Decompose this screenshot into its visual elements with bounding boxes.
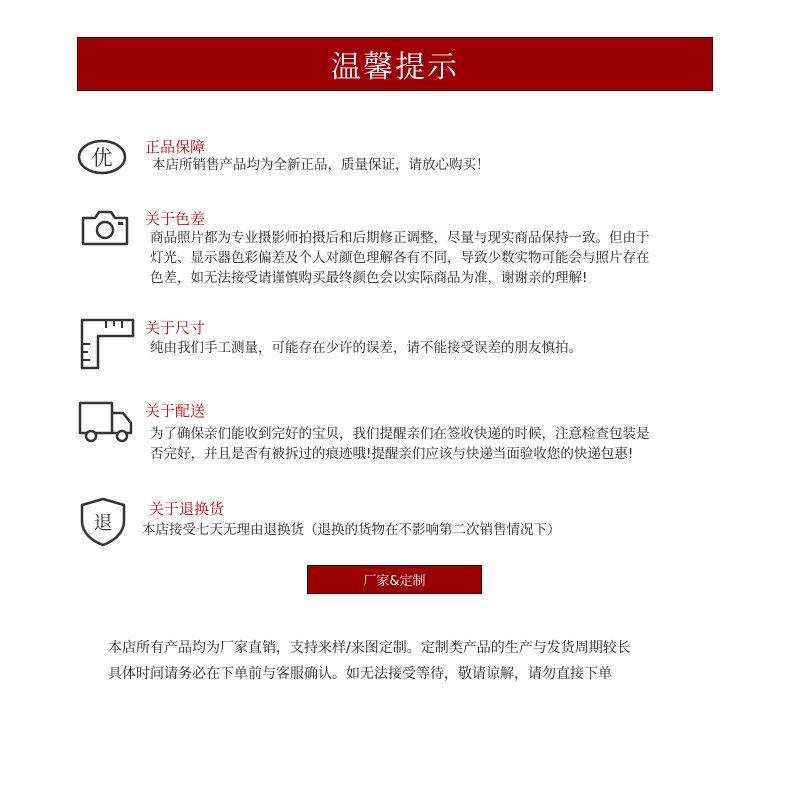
section-title: 正品保障 [145, 138, 206, 156]
svg-text:退: 退 [93, 512, 113, 534]
section-title: 关于配送 [145, 402, 206, 420]
header-banner [77, 37, 713, 91]
section-text: 为了确保亲们能收到完好的宝贝，我们提醒亲们在签收快递的时候，注意检查包装是 否完好，并且是否有被拆过的痕迹哦!提醒亲们应该与快递当面验收您的快递包惠! [150, 426, 650, 462]
section-title: 关于色差 [145, 210, 206, 228]
return-shield-icon [78, 497, 128, 547]
section-title: 关于退换货 [149, 500, 225, 518]
ruler-icon [80, 318, 136, 370]
truck-icon [78, 400, 134, 444]
svg-text:优: 优 [91, 146, 113, 170]
button-label: 厂家&定制 [363, 574, 426, 589]
section-title: 关于尺寸 [145, 319, 206, 337]
camera-icon [80, 210, 130, 246]
quality-badge-icon [77, 138, 127, 176]
section-text: 本店接受七天无理由退换货（退换的货物在不影响第二次销售情况下） [142, 522, 561, 538]
section-text: 纯由我们手工测量，可能存在少许的误差，请不能接受误差的朋友慎拍。 [150, 340, 582, 356]
section-text: 本店所销售产品均为全新正品，质量保证，请放心购买！ [152, 157, 490, 173]
footer-note: 本店所有产品均为厂家直销，支持来样/来图定制。定制类产品的生产与发货周期较长 具体时间请务必在下单前与客服确认。如无法接受等待，敬请谅解，请勿直接下单 [108, 640, 631, 682]
page-title: 温馨提示 [331, 50, 459, 85]
factory-custom-button[interactable] [307, 565, 482, 594]
section-text: 商品照片都为专业摄影师拍摄后和后期修正调整，尽量与现实商品保持一致。但由于 灯光、显示器色彩偏差及个人对颜色理解各有不同，导致少数实物可能会与照片存在 色差，如无法接受请谨慎购买最终颜色会以实际商品为准，谢谢亲的理解! [150, 230, 650, 286]
